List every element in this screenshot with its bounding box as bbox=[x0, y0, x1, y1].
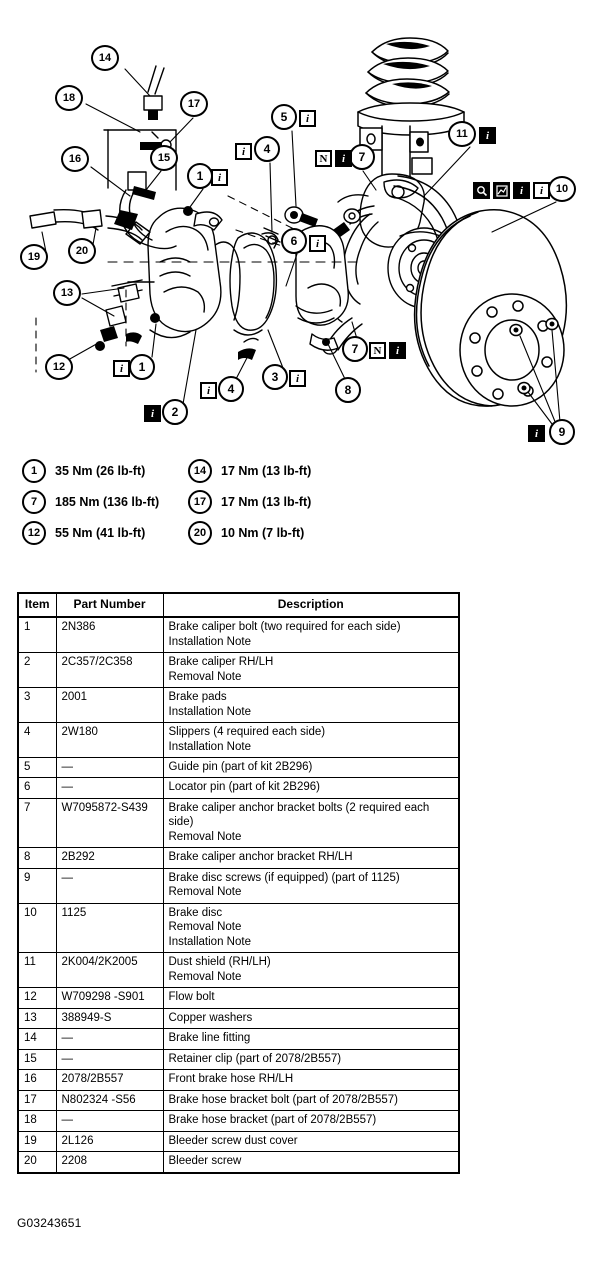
cell-part-number: 2L126 bbox=[56, 1131, 163, 1151]
cell-part-number: 2N386 bbox=[56, 617, 163, 652]
cell-item: 1 bbox=[18, 617, 56, 652]
description-text: Brake disc bbox=[168, 906, 223, 919]
table-row bbox=[18, 1090, 459, 1110]
cell-item: 9 bbox=[18, 868, 56, 903]
callout-10 bbox=[548, 176, 576, 202]
description-text: Brake disc screws (if equipped) (part of 1125) bbox=[168, 871, 400, 884]
description-text: Brake caliper bolt (two required for each side) bbox=[168, 621, 401, 634]
cell-part-number: 2078/2B557 bbox=[56, 1070, 163, 1090]
cell-item: 4 bbox=[18, 723, 56, 758]
table-row bbox=[18, 988, 459, 1008]
cell-item: 8 bbox=[18, 848, 56, 868]
callout-19 bbox=[20, 244, 48, 270]
torque-ref-bubble: 7 bbox=[22, 490, 46, 514]
table-row bbox=[18, 1131, 459, 1151]
cell-description bbox=[163, 617, 459, 652]
table-row bbox=[18, 723, 459, 758]
callout-6 bbox=[281, 228, 307, 254]
torque-value: 17 Nm (13 lb-ft) bbox=[221, 495, 312, 509]
description-text: Slippers (4 required each side) bbox=[168, 726, 326, 739]
callout-label: 18 bbox=[62, 91, 76, 104]
brake-caliper bbox=[114, 206, 222, 338]
cell-description bbox=[163, 1008, 459, 1028]
callout-label: 7 bbox=[358, 150, 366, 164]
description-note: Removal Note bbox=[168, 886, 242, 899]
table-row bbox=[18, 757, 459, 777]
description-text: Guide pin (part of kit 2B296) bbox=[168, 760, 313, 773]
description-note: Removal Note bbox=[168, 670, 242, 683]
torque-value: 35 Nm (26 lb-ft) bbox=[55, 464, 146, 478]
chart-icon bbox=[493, 182, 510, 199]
callout-11 bbox=[448, 121, 476, 147]
callout-label: 15 bbox=[157, 151, 171, 164]
description-note: Removal Note bbox=[168, 921, 242, 934]
coil-spring-strut bbox=[358, 38, 464, 200]
figure-code: G03243651 bbox=[17, 1216, 82, 1230]
cell-part-number: 388949-S bbox=[56, 1008, 163, 1028]
cell-item: 15 bbox=[18, 1049, 56, 1069]
cell-part-number: 2K004/2K2005 bbox=[56, 953, 163, 988]
cell-item: 13 bbox=[18, 1008, 56, 1028]
column-header-item: Item bbox=[18, 593, 56, 617]
cell-description bbox=[163, 1049, 459, 1069]
note-icon: N bbox=[315, 150, 332, 167]
cell-item: 12 bbox=[18, 988, 56, 1008]
cell-item: 7 bbox=[18, 798, 56, 847]
callout-label: 3 bbox=[271, 370, 279, 384]
description-text: Flow bolt bbox=[168, 991, 215, 1004]
callout-8 bbox=[335, 377, 361, 403]
callout-label: 16 bbox=[68, 152, 82, 165]
cell-part-number: 2B292 bbox=[56, 848, 163, 868]
cell-item: 14 bbox=[18, 1029, 56, 1049]
parts-table bbox=[17, 592, 460, 1174]
cell-item: 6 bbox=[18, 778, 56, 798]
cell-item: 17 bbox=[18, 1090, 56, 1110]
description-text: Brake line fitting bbox=[168, 1032, 251, 1045]
cell-item: 19 bbox=[18, 1131, 56, 1151]
cell-item: 16 bbox=[18, 1070, 56, 1090]
cell-description bbox=[163, 903, 459, 952]
description-text: Retainer clip (part of 2078/2B557) bbox=[168, 1052, 342, 1065]
cell-description bbox=[163, 868, 459, 903]
cell-description bbox=[163, 778, 459, 798]
callout-7 bbox=[349, 144, 375, 170]
cell-description bbox=[163, 757, 459, 777]
callout-label: 4 bbox=[227, 382, 235, 396]
torque-entry-14 bbox=[188, 458, 311, 484]
callout-4 bbox=[218, 376, 244, 402]
description-text: Front brake hose RH/LH bbox=[168, 1073, 294, 1086]
callout-5 bbox=[271, 104, 297, 130]
torque-ref-bubble: 12 bbox=[22, 521, 46, 545]
callout-label: 13 bbox=[60, 286, 74, 299]
callout-label: 1 bbox=[196, 169, 204, 183]
column-header-description: Description bbox=[163, 593, 459, 617]
cell-part-number: — bbox=[56, 868, 163, 903]
torque-specification-legend bbox=[22, 458, 352, 550]
callout-20 bbox=[68, 238, 96, 264]
callout-label: 7 bbox=[351, 342, 359, 356]
cell-item: 3 bbox=[18, 688, 56, 723]
callout-18 bbox=[55, 85, 83, 111]
column-header-part-number: Part Number bbox=[56, 593, 163, 617]
description-note: Installation Note bbox=[168, 740, 251, 753]
cell-description bbox=[163, 1029, 459, 1049]
callout-label: 19 bbox=[27, 250, 41, 263]
table-row bbox=[18, 688, 459, 723]
torque-ref-bubble: 17 bbox=[188, 490, 212, 514]
callout-13 bbox=[53, 280, 81, 306]
table-row bbox=[18, 617, 459, 652]
info-icon: i bbox=[528, 425, 545, 442]
cell-part-number: 2001 bbox=[56, 688, 163, 723]
callout-label: 11 bbox=[456, 127, 468, 140]
cell-part-number: — bbox=[56, 1029, 163, 1049]
info-icon: i bbox=[309, 235, 326, 252]
description-text: Bleeder screw dust cover bbox=[168, 1134, 298, 1147]
callout-3 bbox=[262, 364, 288, 390]
table-row bbox=[18, 868, 459, 903]
table-row bbox=[18, 653, 459, 688]
cell-part-number: 2208 bbox=[56, 1152, 163, 1173]
cell-item: 2 bbox=[18, 653, 56, 688]
torque-value: 55 Nm (41 lb-ft) bbox=[55, 526, 146, 540]
callout-label: 4 bbox=[263, 142, 271, 156]
brake-disc bbox=[415, 210, 567, 406]
callout-7 bbox=[342, 336, 368, 362]
cell-part-number: — bbox=[56, 1111, 163, 1131]
callout-label: 10 bbox=[555, 182, 569, 195]
cell-part-number: 2C357/2C358 bbox=[56, 653, 163, 688]
cell-description bbox=[163, 723, 459, 758]
cell-item: 18 bbox=[18, 1111, 56, 1131]
callout-12 bbox=[45, 354, 73, 380]
cell-part-number: N802324 -S56 bbox=[56, 1090, 163, 1110]
info-icon: i bbox=[211, 169, 228, 186]
callout-16 bbox=[61, 146, 89, 172]
exploded-view-diagram bbox=[0, 0, 600, 450]
description-note: Installation Note bbox=[168, 705, 251, 718]
info-icon: i bbox=[513, 182, 530, 199]
torque-value: 185 Nm (136 lb-ft) bbox=[55, 495, 160, 509]
callout-label: 8 bbox=[344, 383, 352, 397]
description-text: Locator pin (part of kit 2B296) bbox=[168, 781, 320, 794]
table-row bbox=[18, 1008, 459, 1028]
table-row bbox=[18, 1049, 459, 1069]
cell-part-number: — bbox=[56, 1049, 163, 1069]
torque-entry-20 bbox=[188, 520, 304, 546]
callout-label: 14 bbox=[98, 51, 112, 64]
info-icon: i bbox=[389, 342, 406, 359]
description-text: Brake hose bracket (part of 2078/2B557) bbox=[168, 1114, 377, 1127]
description-text: Copper washers bbox=[168, 1011, 253, 1024]
torque-entry-17 bbox=[188, 489, 311, 515]
description-text: Brake caliper anchor bracket bolts (2 required each side) bbox=[168, 801, 430, 829]
info-icon: i bbox=[335, 150, 352, 167]
info-icon: i bbox=[113, 360, 130, 377]
description-text: Brake hose bracket bolt (part of 2078/2B557) bbox=[168, 1093, 399, 1106]
cell-part-number: — bbox=[56, 778, 163, 798]
description-note: Installation Note bbox=[168, 635, 251, 648]
torque-entry-12 bbox=[22, 520, 145, 546]
cell-description bbox=[163, 848, 459, 868]
torque-value: 10 Nm (7 lb-ft) bbox=[221, 526, 305, 540]
cell-part-number: — bbox=[56, 757, 163, 777]
torque-entry-7 bbox=[22, 489, 159, 515]
callout-2 bbox=[162, 399, 188, 425]
callout-label: 12 bbox=[52, 360, 66, 373]
table-row bbox=[18, 1152, 459, 1173]
callout-4 bbox=[254, 136, 280, 162]
description-text: Bleeder screw bbox=[168, 1155, 242, 1168]
callout-label: 1 bbox=[138, 360, 146, 374]
cell-description bbox=[163, 953, 459, 988]
description-text: Dust shield (RH/LH) bbox=[168, 956, 271, 969]
info-icon: i bbox=[289, 370, 306, 387]
description-note: Removal Note bbox=[168, 830, 242, 843]
brake-pads bbox=[214, 233, 278, 335]
cell-part-number: W7095872-S439 bbox=[56, 798, 163, 847]
torque-ref-bubble: 20 bbox=[188, 521, 212, 545]
torque-ref-bubble: 14 bbox=[188, 459, 212, 483]
table-row bbox=[18, 778, 459, 798]
cell-description bbox=[163, 688, 459, 723]
description-text: Brake caliper RH/LH bbox=[168, 656, 274, 669]
cell-description bbox=[163, 1111, 459, 1131]
table-row bbox=[18, 848, 459, 868]
info-icon: i bbox=[299, 110, 316, 127]
torque-entry-1 bbox=[22, 458, 145, 484]
cell-part-number: W709298 -S901 bbox=[56, 988, 163, 1008]
magnifier-icon bbox=[473, 182, 490, 199]
info-icon: i bbox=[479, 127, 496, 144]
cell-part-number: 1125 bbox=[56, 903, 163, 952]
callout-label: 9 bbox=[558, 425, 566, 439]
cell-item: 11 bbox=[18, 953, 56, 988]
cell-description bbox=[163, 1152, 459, 1173]
parts-table-body bbox=[18, 617, 459, 1173]
table-row bbox=[18, 1111, 459, 1131]
description-note: Removal Note bbox=[168, 970, 242, 983]
cell-part-number: 2W180 bbox=[56, 723, 163, 758]
info-icon: i bbox=[144, 405, 161, 422]
cell-description bbox=[163, 1070, 459, 1090]
callout-17 bbox=[180, 91, 208, 117]
info-icon: i bbox=[533, 182, 550, 199]
cell-description bbox=[163, 988, 459, 1008]
description-text: Brake caliper anchor bracket RH/LH bbox=[168, 851, 353, 864]
callout-9 bbox=[549, 419, 575, 445]
callout-15 bbox=[150, 145, 178, 171]
callout-label: 5 bbox=[280, 110, 288, 124]
callout-label: 17 bbox=[187, 97, 201, 110]
table-row bbox=[18, 1070, 459, 1090]
cell-description bbox=[163, 653, 459, 688]
callout-label: 2 bbox=[171, 405, 179, 419]
info-icon: i bbox=[235, 143, 252, 160]
table-row bbox=[18, 798, 459, 847]
torque-value: 17 Nm (13 lb-ft) bbox=[221, 464, 312, 478]
callout-label: 20 bbox=[75, 244, 89, 257]
cell-item: 5 bbox=[18, 757, 56, 777]
cell-item: 20 bbox=[18, 1152, 56, 1173]
table-header-row bbox=[18, 593, 459, 617]
info-icon: i bbox=[200, 382, 217, 399]
note-icon: N bbox=[369, 342, 386, 359]
cell-description bbox=[163, 798, 459, 847]
callout-14 bbox=[91, 45, 119, 71]
callout-1 bbox=[129, 354, 155, 380]
table-row bbox=[18, 903, 459, 952]
table-row bbox=[18, 953, 459, 988]
torque-ref-bubble: 1 bbox=[22, 459, 46, 483]
description-text: Brake pads bbox=[168, 691, 227, 704]
cell-description bbox=[163, 1090, 459, 1110]
cell-description bbox=[163, 1131, 459, 1151]
callout-1 bbox=[187, 163, 213, 189]
description-note: Installation Note bbox=[168, 935, 251, 948]
callout-label: 6 bbox=[290, 234, 298, 248]
table-row bbox=[18, 1029, 459, 1049]
cell-item: 10 bbox=[18, 903, 56, 952]
